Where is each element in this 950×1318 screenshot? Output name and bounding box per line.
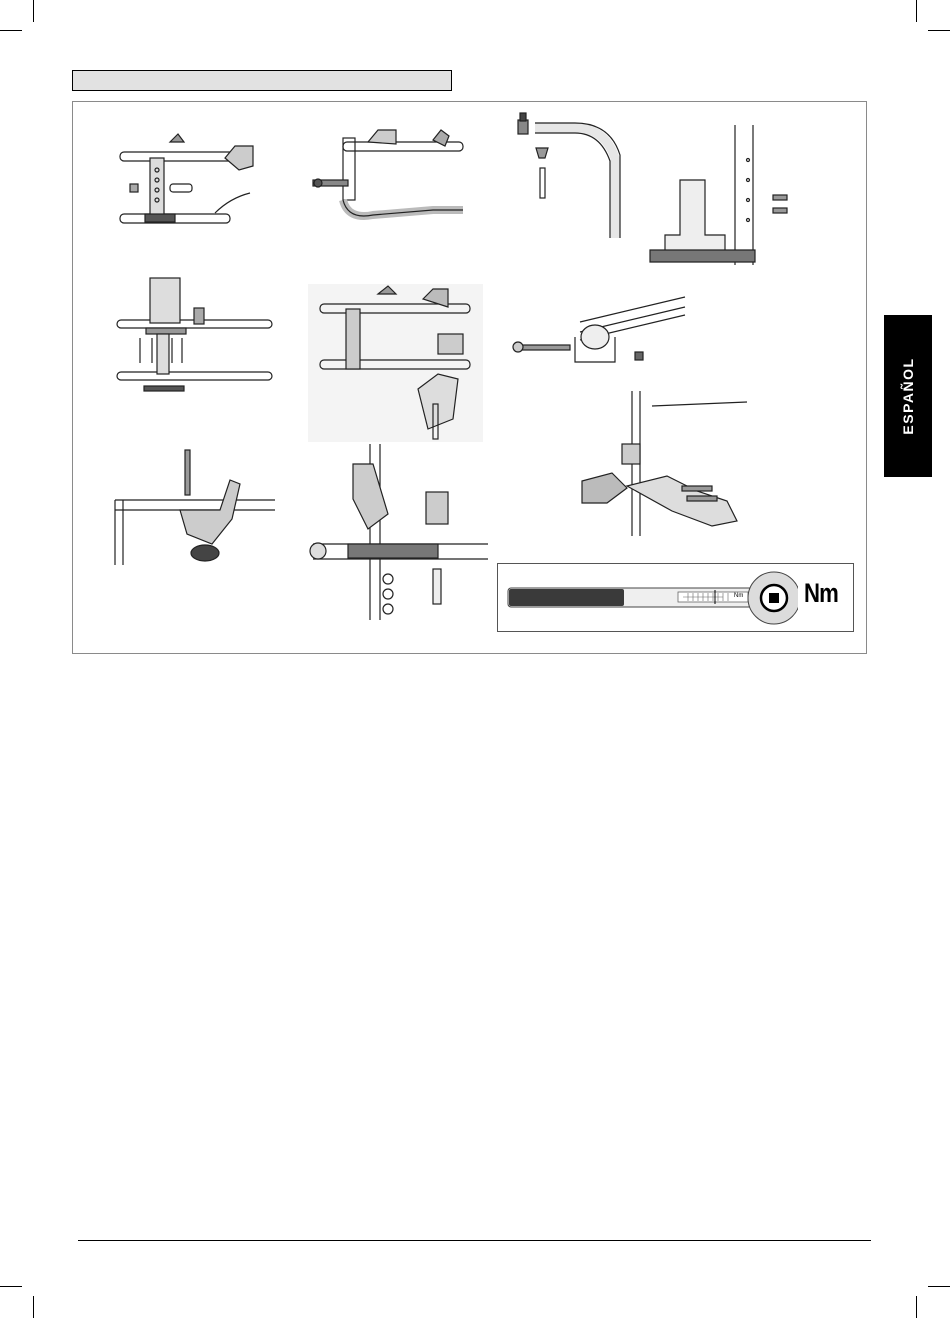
crop-mark: [0, 30, 22, 31]
crop-mark: [916, 0, 917, 22]
tube-clamp-bolt-illustration: [510, 292, 690, 372]
torque-wrench-indicator: [497, 563, 854, 632]
hanger-bracket-exploded-illustration: [308, 284, 483, 442]
crop-mark: [33, 1296, 34, 1318]
torque-unit-label: Nm: [804, 578, 839, 608]
language-tab-label: ESPAÑOL: [900, 357, 916, 435]
section-header-bar: [72, 70, 452, 91]
crop-mark: [928, 30, 950, 31]
language-tab: [884, 315, 932, 477]
backrest-clamp-tube-illustration: [308, 444, 490, 620]
footplate-bracket-illustration: [645, 120, 795, 270]
crop-mark: [33, 0, 34, 22]
wrench-scale-unit: Nm: [734, 593, 744, 599]
crop-mark: [916, 1296, 917, 1318]
hanger-clamp-illustration: [308, 122, 468, 232]
crop-mark: [928, 1286, 950, 1287]
footrest-height-screws-illustration: [112, 268, 277, 403]
frame-footplate-hanger-illustration: [115, 128, 260, 233]
footrest-pivot-assembly-illustration: [562, 386, 747, 536]
lever-clamp-bolt-illustration: [110, 448, 278, 570]
footer-rule: [78, 1240, 871, 1241]
push-handle-bolt-illustration: [510, 108, 630, 248]
crop-mark: [0, 1286, 22, 1287]
